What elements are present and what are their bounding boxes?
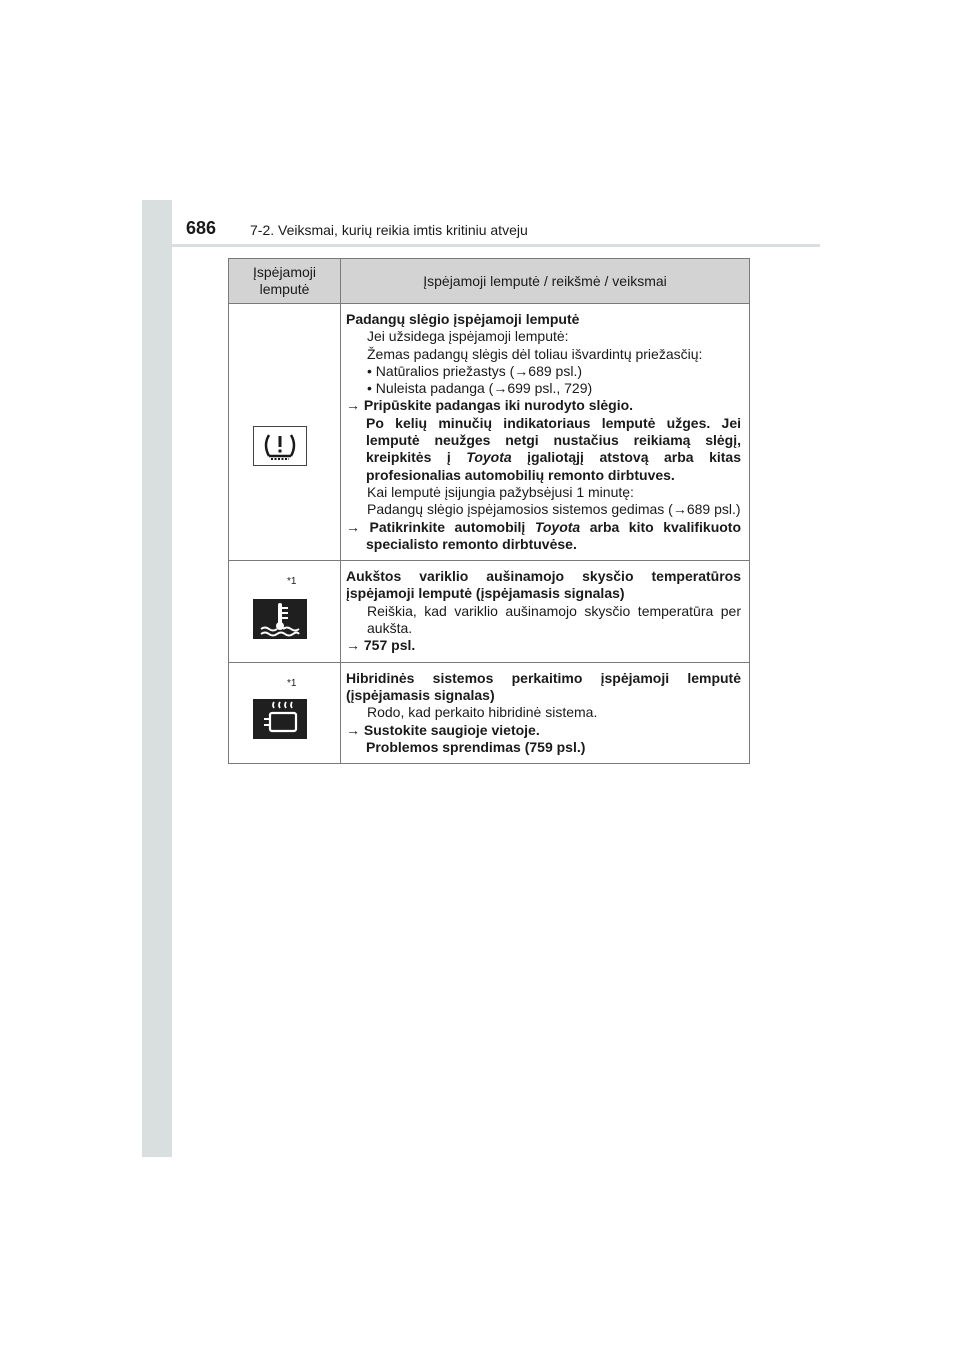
icon-cell [229, 304, 341, 561]
page-number: 686 [186, 218, 217, 238]
col-header-lamp: Įspėjamoji lemputė [229, 259, 341, 304]
icon-cell [229, 662, 341, 763]
list-item: • Nuleista padanga (→699 psl., 729) [367, 380, 593, 397]
table-header-row [229, 259, 750, 304]
action-line: → Patikrinkite automobilį Toyota arba kito kvalifikuoto specialisto remonto dirbtuvėse. [346, 518, 742, 552]
action-line: → Sustokite saugioje vietoje. Problemos sprendimas (759 psl.) [346, 721, 586, 755]
hybrid-system-overheat-icon [253, 699, 307, 739]
description-cell: Hibridinės sistemos perkaitimo įspėjamoji lemputė (įspėjamasis signalas) Rodo, kad perkaito hibridinė sistema. → Sustokite saugioje vietoje. Problemos sprendimas (759 psl.) [341, 662, 750, 763]
table-row [229, 304, 750, 561]
header-divider [172, 244, 820, 247]
row-title: Aukštos variklio aušinamojo skysčio temperatūros įspėjamoji lemputė (įspėjamasis signalas) [346, 568, 741, 602]
action-line: → 757 psl. [346, 637, 416, 654]
list-item: • Natūralios priežastys (→689 psl.) [367, 362, 582, 379]
description-cell: Padangų slėgio įspėjamoji lemputė Jei užsidega įspėjamoji lemputė: Žemas padangų slėgis dėl toliau išvardintų priežasčių: • Natūralios priežastys (→689 psl.) • Nuleista padanga (→699 psl., 729) → Pripūskite padangas iki nurodyto slėgio. Po kelių minučių indikatoriaus lemputė užges. Jei lemputė neužges netgi nustačius reikiamą slėgį, kreipkitės į Toyota įgaliotąjį atstovą arba kitas profesionalias automobilių remonto dirbtuves. Kai lemputė įsijungia pažybsėjusi 1 minutę: Padangų slėgio įspėjamosios sistemos gedimas (→689 psl.) → Patikrinkite automobilį Toyota arba kito kvalifikuoto specialisto remonto dirbtuvėse. [341, 304, 750, 561]
description-cell: Aukštos variklio aušinamojo skysčio temperatūros įspėjamoji lemputė (įspėjamasis signalas) Reiškia, kad variklio aušinamojo skysčio temperatūra per aukšta. → 757 psl. [341, 561, 750, 662]
row-title: Hibridinės sistemos perkaitimo įspėjamoji lemputė (įspėjamasis signalas) [346, 669, 741, 703]
col-header-description: Įspėjamoji lemputė / reikšmė / veiksmai [341, 259, 750, 304]
section-title: 7-2. Veiksmai, kurių reikia imtis kritiniu atveju [250, 222, 528, 238]
footnote-mark: *1 [287, 677, 297, 689]
table-row [229, 561, 750, 662]
action-line: → Pripūskite padangas iki nurodyto slėgio. Po kelių minučių indikatoriaus lemputė užges. Jei lemputė neužges netgi nustačius reikiamą slėgį, kreipkitės į Toyota įgaliotąjį atstovą arba kitas profesionalias automobilių remonto dirbtuves. [346, 397, 741, 483]
footnote-mark: *1 [287, 576, 297, 588]
table-row [229, 662, 750, 763]
icon-cell [229, 561, 341, 662]
page-side-band [142, 200, 172, 1157]
tire-pressure-warning-icon [253, 426, 307, 466]
coolant-temperature-icon [253, 599, 307, 639]
row-title: Padangų slėgio įspėjamoji lemputė [346, 311, 580, 327]
warning-lights-table [228, 258, 750, 764]
